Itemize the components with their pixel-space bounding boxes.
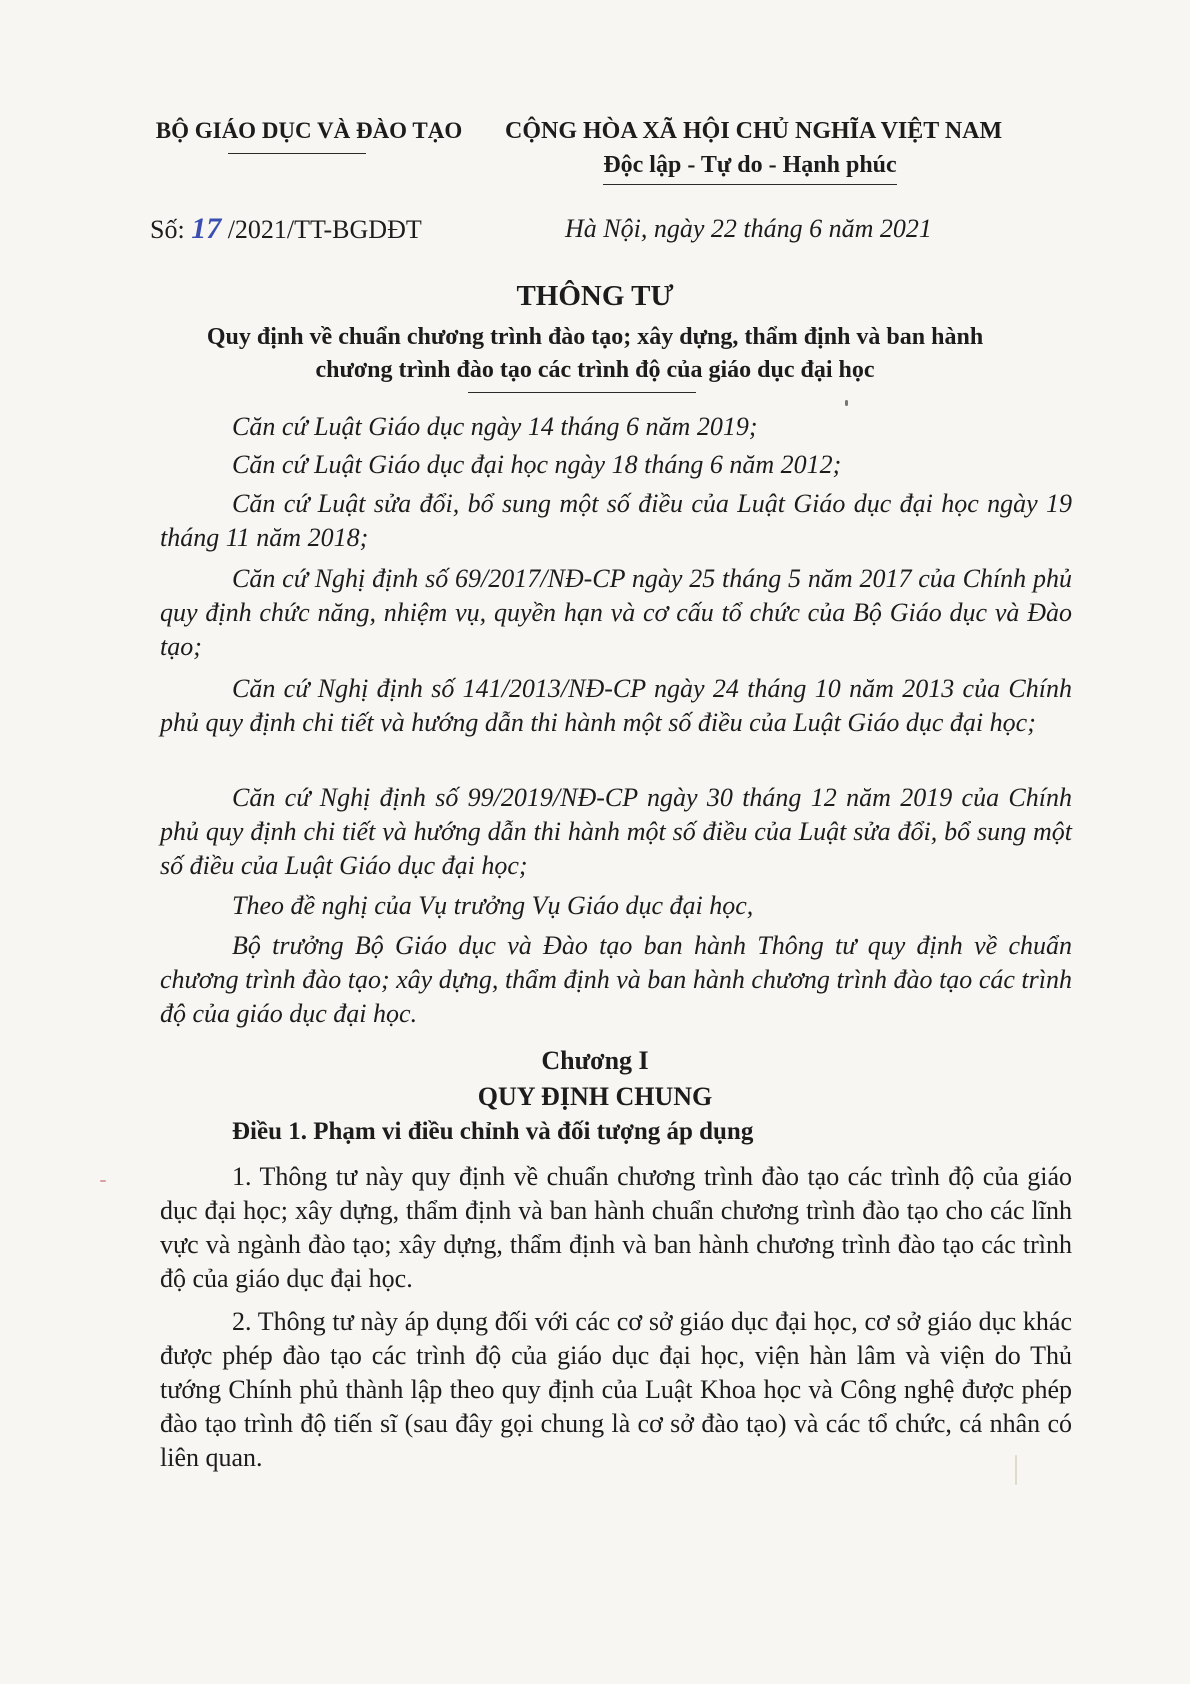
ministry-underline (228, 153, 366, 154)
chapter-title: QUY ĐỊNH CHUNG (477, 1082, 713, 1111)
preamble-1: Căn cứ Luật Giáo dục ngày 14 tháng 6 năm 2019; (232, 412, 758, 441)
preamble-3: Căn cứ Luật sửa đổi, bổ sung một số điều của Luật Giáo dục đại học ngày 19 tháng 11 năm 2018; (160, 489, 1072, 552)
number-suffix: /2021/TT-BGDĐT (227, 215, 422, 244)
preamble-5: Căn cứ Nghị định số 141/2013/NĐ-CP ngày 24 tháng 10 năm 2013 của Chính phủ quy định chi tiết và hướng dẫn thi hành một số điều của Luật Giáo dục đại học; (160, 674, 1072, 737)
scan-speck (100, 1180, 106, 1182)
place-date: Hà Nội, ngày 22 tháng 6 năm 2021 (565, 214, 932, 243)
subject-line-1: Quy định về chuẩn chương trình đào tạo; xây dựng, thẩm định và ban hành (206, 324, 984, 350)
preamble-4: Căn cứ Nghị định số 69/2017/NĐ-CP ngày 25 tháng 5 năm 2017 của Chính phủ quy định chức năng, nhiệm vụ, quyền hạn và cơ cấu tổ chức của Bộ Giáo dục và Đào tạo; (160, 564, 1072, 661)
scan-speck (845, 400, 848, 406)
chapter-number: Chương I (541, 1046, 649, 1075)
subject-line-2: chương trình đào tạo các trình độ của giáo dục đại học (315, 357, 875, 383)
preamble-6: Căn cứ Nghị định số 99/2019/NĐ-CP ngày 30 tháng 12 năm 2019 của Chính phủ quy định chi tiết và hướng dẫn thi hành một số điều của Luật sửa đổi, bổ sung một số điều của Luật Giáo dục đại học; (160, 783, 1072, 880)
document-number (150, 212, 422, 246)
republic-name: CỘNG HÒA XÃ HỘI CHỦ NGHĨA VIỆT NAM (505, 118, 1003, 144)
national-motto: Độc lập - Tự do - Hạnh phúc (603, 152, 897, 178)
document-type: THÔNG TƯ (516, 280, 674, 312)
title-underline (468, 392, 696, 393)
ministry-name: BỘ GIÁO DỤC VÀ ĐÀO TẠO (155, 118, 463, 143)
preamble-2: Căn cứ Luật Giáo dục đại học ngày 18 tháng 6 năm 2012; (232, 450, 842, 479)
article-1-heading: Điều 1. Phạm vi điều chỉnh và đối tượng áp dụng (232, 1118, 754, 1145)
handwritten-number: 17 (191, 212, 222, 245)
number-prefix: Số: (150, 215, 185, 244)
article-1-clause-1: 1. Thông tư này quy định về chuẩn chương trình đào tạo các trình độ của giáo dục đại học; xây dựng, thẩm định và ban hành chuẩn chương trình đào tạo cho các lĩnh vực và ngành đào tạo; xây dựng, thẩm định và ban hành chương trình đào tạo các trình độ của giáo dục đại học. (160, 1162, 1072, 1293)
preamble-8: Bộ trưởng Bộ Giáo dục và Đào tạo ban hành Thông tư quy định về chuẩn chương trình đào tạo; xây dựng, thẩm định và ban hành chương trình đào tạo các trình độ của giáo dục đại học. (160, 931, 1072, 1028)
preamble-7: Theo đề nghị của Vụ trưởng Vụ Giáo dục đại học, (232, 891, 754, 920)
motto-underline (603, 184, 897, 185)
scan-speck (1015, 1455, 1017, 1485)
article-1-clause-2: 2. Thông tư này áp dụng đối với các cơ sở giáo dục đại học, cơ sở giáo dục khác được phép đào tạo các trình độ của giáo dục đại học, viện hàn lâm và viện do Thủ tướng Chính phủ thành lập theo quy định của Luật Khoa học và Công nghệ được phép đào tạo trình độ tiến sĩ (sau đây gọi chung là cơ sở đào tạo) và các tổ chức, cá nhân có liên quan. (160, 1307, 1072, 1472)
